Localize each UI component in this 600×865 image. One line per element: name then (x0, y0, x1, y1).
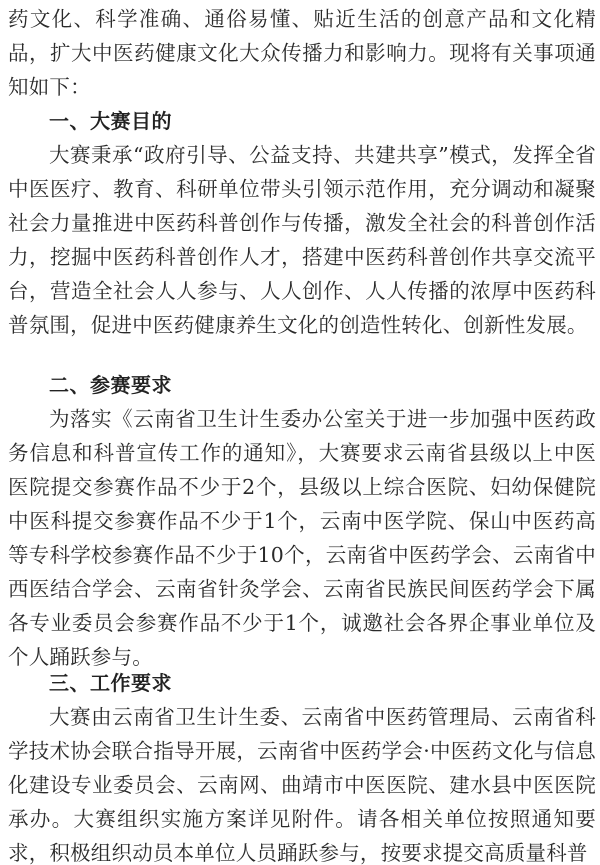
section-heading-work: 三、工作要求 (49, 671, 172, 695)
intro-paragraph: 药文化、科学准确、通俗易懂、贴近生活的创意产品和文化精品，扩大中医药健康文化大众传播力和影响力。现将有关事项通知如下： (8, 7, 596, 99)
section-body-purpose: 大赛秉承“政府引导、公益支持、共建共享”模式，发挥全省中医医疗、教育、科研单位带头引领示范作用，充分调动和凝聚社会力量推进中医药科普创作与传播，激发全社会的科普创作活力，挖掘中医药科普创作人才，搭建中医药科普创作共享交流平台，营造全社会人人参与、人人创作、人人传播的浓厚中医药科普氛围，促进中医药健康养生文化的创造性转化、创新性发展。 (8, 143, 596, 337)
section-heading-requirements: 二、参赛要求 (49, 373, 172, 397)
section-body-requirements: 为落实《云南省卫生计生委办公室关于进一步加强中医药政务信息和科普宣传工作的通知》，大赛要求云南省县级以上中医医院提交参赛作品不少于2个，县级以上综合医院、妇幼保健院中医科提交参赛作品不少于1个，云南中医学院、保山中医药高等专科学校参赛作品不少于10个，云南省中医药学会、云南省中西医结合学会、云南省针灸学会、云南省民族民间医药学会下属各专业委员会参赛作品不少于1个，诚邀社会各界企事业单位及个人踊跃参与。 (8, 407, 596, 669)
section-body-work: 大赛由云南省卫生计生委、云南省中医药管理局、云南省科学技术协会联合指导开展，云南省中医药学会·中医药文化与信息化建设专业委员会、云南网、曲靖市中医医院、建水县中医医院承办。大赛组织实施方案详见附件。请各相关单位按照通知要求，积极组织动员本单位人员踊跃参与，按要求提交高质量科普 (8, 705, 596, 865)
section-heading-purpose: 一、大赛目的 (49, 109, 172, 133)
